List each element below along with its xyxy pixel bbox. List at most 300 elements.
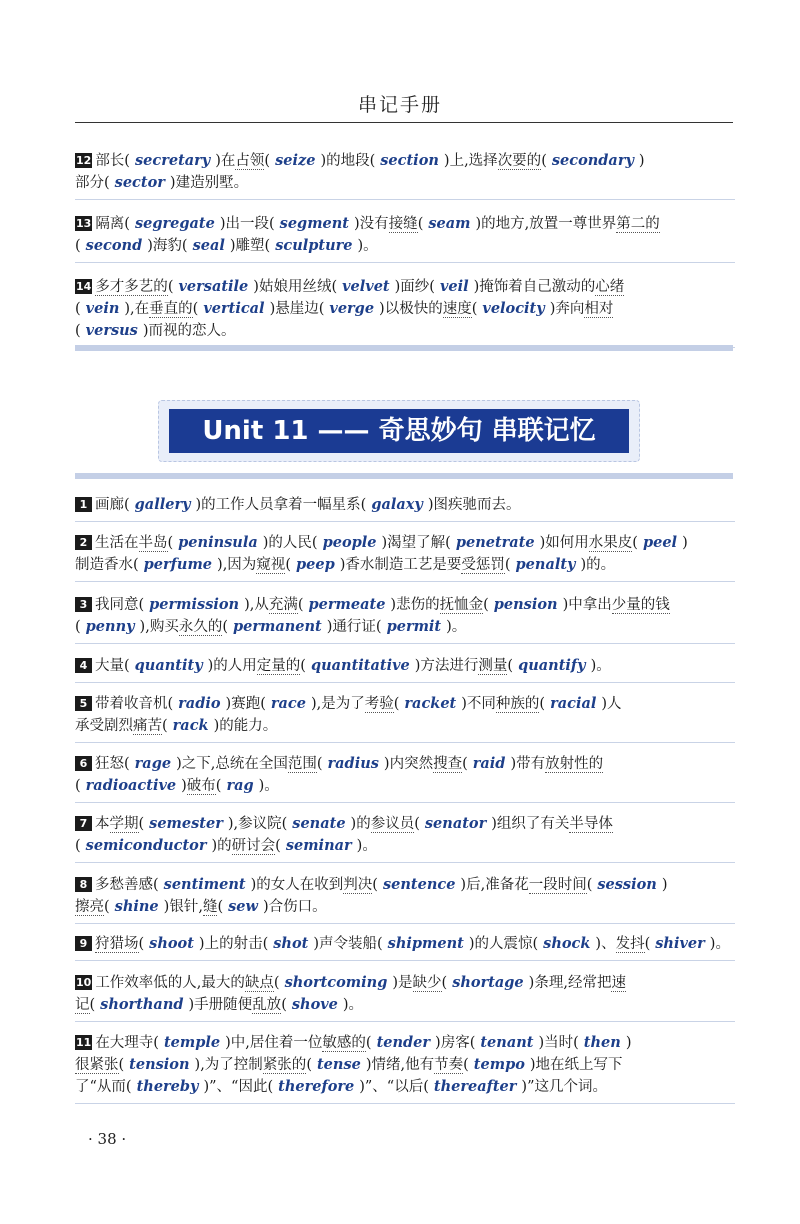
english-word: shorthand <box>100 996 184 1013</box>
keyword-text: 发抖 <box>615 936 645 952</box>
entry-number-badge: 9 <box>75 936 92 951</box>
english-word: veil <box>439 278 469 295</box>
english-word: versus <box>85 322 138 339</box>
chinese-text: ),从 <box>244 597 269 613</box>
keyword-text: 记 <box>75 997 90 1013</box>
chinese-text: 了“从而( <box>75 1079 132 1095</box>
english-word: segment <box>279 215 350 232</box>
english-word: tenant <box>480 1034 534 1051</box>
english-word: sew <box>228 898 258 915</box>
chinese-text: )悬崖边( <box>269 301 325 317</box>
chinese-text: ( <box>462 756 468 772</box>
english-word: session <box>597 876 657 893</box>
chinese-text: )渴望了解( <box>381 535 451 551</box>
chinese-text: )上,选择 <box>443 153 498 169</box>
keyword-text: 定量的 <box>256 658 301 674</box>
chinese-text: 工作效率低的人,最大的 <box>95 975 245 991</box>
english-word: perfume <box>143 556 213 573</box>
chinese-text: ( <box>632 535 638 551</box>
english-word: velvet <box>342 278 390 295</box>
english-word: permission <box>149 596 240 613</box>
english-word: velocity <box>482 300 545 317</box>
chinese-text: )通行证( <box>326 619 382 635</box>
entry-line <box>75 1076 735 1098</box>
keyword-text: 乱放 <box>252 997 282 1013</box>
chinese-text: ( <box>217 899 224 915</box>
keyword-text: 心绪 <box>595 279 625 295</box>
chinese-text: )而视的恋人。 <box>142 323 236 339</box>
chinese-text: )。 <box>342 997 364 1013</box>
entry-4 <box>75 655 735 677</box>
keyword-text: 参议员 <box>370 816 415 832</box>
english-word: shot <box>273 935 309 952</box>
chinese-text: )香水制造工艺是要 <box>339 557 462 573</box>
english-word: semiconductor <box>85 837 207 854</box>
chinese-text: )的人震惊( <box>468 936 539 952</box>
chinese-text: ( <box>273 975 280 991</box>
entry-line <box>75 1032 735 1054</box>
chinese-text: )是 <box>392 975 413 991</box>
entry-3 <box>75 594 735 638</box>
entry-number-badge: 12 <box>76 154 92 167</box>
english-word: peninsula <box>178 534 258 551</box>
english-word: senate <box>292 815 346 832</box>
entry-line <box>75 972 735 994</box>
entry-number-badge: 2 <box>75 535 92 550</box>
chinese-text: )地在纸上写下 <box>529 1057 623 1073</box>
english-word: galaxy <box>371 496 423 513</box>
chinese-text: ) <box>682 535 688 551</box>
chinese-text: ),购买 <box>139 619 179 635</box>
english-word: racial <box>550 695 597 712</box>
chinese-text: )声令装船( <box>313 936 383 952</box>
chinese-text: )。 <box>590 658 611 674</box>
chinese-text: ( <box>441 975 448 991</box>
english-word: penetrate <box>455 534 535 551</box>
chinese-text: ),是为了 <box>310 696 365 712</box>
chinese-text: )组织了有关 <box>491 816 570 832</box>
keyword-text: 次要的 <box>497 153 542 169</box>
keyword-text: 多才多艺的 <box>95 279 168 295</box>
entry-line <box>75 994 735 1016</box>
keyword-text: 接缝 <box>388 216 418 232</box>
keyword-text: 研讨会 <box>231 838 276 854</box>
keyword-text: 速 <box>611 975 626 991</box>
chinese-text: ( <box>215 778 222 794</box>
english-word: thereby <box>136 1078 199 1095</box>
english-word: secretary <box>134 152 211 169</box>
keyword-text: 充满 <box>268 597 298 613</box>
entry-7 <box>75 813 735 857</box>
entry-line <box>75 933 735 955</box>
chinese-text: ) <box>181 778 187 794</box>
english-word: therefore <box>278 1078 355 1095</box>
english-word: rage <box>134 755 172 772</box>
english-word: sculpture <box>275 237 353 254</box>
chinese-text: 在大理寺( <box>95 1035 159 1051</box>
entry-separator <box>75 262 735 263</box>
english-word: thereafter <box>433 1078 517 1095</box>
english-word: quantity <box>134 657 203 674</box>
english-word: racket <box>404 695 457 712</box>
entry-line <box>75 298 735 320</box>
english-word: tension <box>129 1056 190 1073</box>
chinese-text: ( <box>471 301 478 317</box>
chinese-text: ( <box>281 997 287 1013</box>
entry-separator <box>75 923 735 924</box>
entry-number-badge: 3 <box>75 597 92 612</box>
chinese-text: 承受剧烈 <box>75 718 133 734</box>
chinese-text: )的工作人员拿着一幅星系( <box>195 497 367 513</box>
chinese-text: )奔向 <box>549 301 585 317</box>
keyword-text: 永久的 <box>178 619 223 635</box>
chinese-text: )”、“以后( <box>359 1079 429 1095</box>
entry-line <box>75 532 735 554</box>
chinese-text: )条理,经常把 <box>528 975 612 991</box>
english-word: quantify <box>518 657 586 674</box>
entry-separator <box>75 521 735 522</box>
english-word: tense <box>316 1056 361 1073</box>
english-word: seal <box>192 237 225 254</box>
chinese-text: )的 <box>211 838 232 854</box>
english-word: radius <box>327 755 379 772</box>
chinese-text: )建造别墅。 <box>169 175 249 191</box>
chinese-text: )悲伤的 <box>390 597 440 613</box>
header-rule <box>75 122 733 123</box>
chinese-text: ( <box>192 301 199 317</box>
english-word: peep <box>295 556 335 573</box>
keyword-text: 少量的钱 <box>611 597 670 613</box>
entry-separator <box>75 199 735 200</box>
entry-line <box>75 835 735 857</box>
english-word: penny <box>85 618 135 635</box>
keyword-text: 受惩罚 <box>461 557 505 573</box>
chinese-text: )”这几个词。 <box>521 1079 607 1095</box>
english-word: permit <box>386 618 442 635</box>
entry-line <box>75 172 735 194</box>
entry-separator <box>75 862 735 863</box>
english-word: shiver <box>655 935 705 952</box>
entry-number-badge: 14 <box>76 280 92 293</box>
chinese-text: ( <box>285 557 291 573</box>
keyword-text: 范围 <box>287 756 317 772</box>
keyword-text: 狩猎场 <box>95 936 139 952</box>
english-word: radio <box>178 695 221 712</box>
chinese-text: 生活在 <box>95 535 139 551</box>
english-word: race <box>270 695 306 712</box>
english-word: segregate <box>134 215 215 232</box>
keyword-text: 占领 <box>235 153 265 169</box>
chinese-text: ),为了控制 <box>194 1057 263 1073</box>
chinese-text: )的 <box>350 816 371 832</box>
entry-separator <box>75 682 735 683</box>
entry-separator <box>75 581 735 582</box>
english-word: shipment <box>387 935 464 952</box>
chinese-text: ( <box>539 696 546 712</box>
keyword-text: 垂直的 <box>149 301 193 317</box>
chinese-text: )”、“因此( <box>203 1079 274 1095</box>
english-word: vein <box>85 300 120 317</box>
entry-number-badge: 11 <box>76 1036 92 1049</box>
english-word: permanent <box>233 618 322 635</box>
keyword-text: 缺点 <box>244 975 274 991</box>
chinese-text: ( <box>483 597 489 613</box>
entry-line <box>75 494 735 516</box>
entry-number-badge: 13 <box>76 217 92 230</box>
entry-12 <box>75 150 735 194</box>
chinese-text: ( <box>297 597 304 613</box>
entry-separator <box>75 960 735 961</box>
entry-number-badge: 10 <box>76 976 92 989</box>
english-word: shove <box>291 996 338 1013</box>
keyword-text: 紧张的 <box>262 1057 307 1073</box>
chinese-text: ( <box>504 557 511 573</box>
english-word: verge <box>329 300 375 317</box>
keyword-text: 一段时间 <box>528 877 587 893</box>
chinese-text: ( <box>138 936 145 952</box>
chinese-text: )面纱( <box>394 279 435 295</box>
chinese-text: )雕塑( <box>229 238 271 254</box>
chinese-text: ) <box>625 1035 632 1051</box>
chinese-text: ( <box>75 838 81 854</box>
chinese-text: 本 <box>95 816 110 832</box>
english-word: people <box>322 534 377 551</box>
english-word: shortcoming <box>284 974 388 991</box>
keyword-text: 测量 <box>478 658 508 674</box>
entry-separator <box>75 643 735 644</box>
keyword-text: 抚恤金 <box>439 597 484 613</box>
chinese-text: )带有 <box>510 756 546 772</box>
entry-number-badge: 5 <box>75 696 92 711</box>
english-word: temple <box>163 1034 221 1051</box>
english-word: secondary <box>551 152 634 169</box>
chinese-text: 大量( <box>95 658 130 674</box>
unit-banner <box>158 400 640 462</box>
entry-line <box>75 213 735 235</box>
chinese-text: )。 <box>258 778 279 794</box>
english-word: radioactive <box>85 777 177 794</box>
chinese-text: ( <box>118 1057 125 1073</box>
chinese-text: ( <box>316 756 323 772</box>
chinese-text: ( <box>75 778 81 794</box>
english-word: pension <box>493 596 558 613</box>
english-word: semester <box>149 815 223 832</box>
chinese-text: ( <box>365 1035 372 1051</box>
chinese-text: )的地方,放置一尊世界 <box>475 216 617 232</box>
keyword-text: 学期 <box>109 816 139 832</box>
chinese-text: ),在 <box>124 301 150 317</box>
chinese-text: )掩饰着自己激动的 <box>473 279 596 295</box>
keyword-text: 缝 <box>202 899 218 915</box>
chinese-text: ),因为 <box>217 557 257 573</box>
entry-line <box>75 655 735 677</box>
entry-1 <box>75 494 735 516</box>
chinese-text: 多愁善感( <box>95 877 159 893</box>
chinese-text: )房客( <box>435 1035 476 1051</box>
english-word: tempo <box>473 1056 525 1073</box>
chinese-text: )如何用 <box>539 535 589 551</box>
chinese-text: )出一段( <box>219 216 275 232</box>
entry-line <box>75 753 735 775</box>
chinese-text: ( <box>162 718 168 734</box>
chinese-text: )内突然 <box>383 756 434 772</box>
entry-13 <box>75 213 735 257</box>
english-word: seam <box>428 215 471 232</box>
chinese-text: 制造香水( <box>75 557 139 573</box>
chinese-text: ( <box>75 323 81 339</box>
chinese-text: 部分( <box>75 175 110 191</box>
entry-6 <box>75 753 735 797</box>
english-word: second <box>85 237 143 254</box>
entry-number-badge: 7 <box>75 816 92 831</box>
entry-2 <box>75 532 735 576</box>
chinese-text: )的地段( <box>320 153 376 169</box>
chinese-text: )人 <box>601 696 622 712</box>
english-word: vertical <box>203 300 265 317</box>
english-word: section <box>380 152 439 169</box>
chinese-text: )的女人在收到 <box>250 877 344 893</box>
chinese-text: )中,居住着一位 <box>225 1035 323 1051</box>
keyword-text: 放射性的 <box>545 756 604 772</box>
chinese-text: )姑娘用丝绒( <box>253 279 338 295</box>
chinese-text: )当时( <box>538 1035 579 1051</box>
chinese-text: )之下,总统在全国 <box>176 756 288 772</box>
unit-title: Unit 11 —— 奇思妙句 串联记忆 <box>169 409 629 453</box>
entry-5 <box>75 693 735 737</box>
english-word: seminar <box>285 837 352 854</box>
chinese-text: 带着收音机( <box>95 696 174 712</box>
keyword-text: 速度 <box>442 301 472 317</box>
keyword-text: 相对 <box>584 301 614 317</box>
chinese-text: )以极快的 <box>379 301 443 317</box>
chinese-text: )海豹( <box>147 238 188 254</box>
chinese-text: 我同意( <box>95 597 145 613</box>
chinese-text: )。 <box>709 936 730 952</box>
english-word: shine <box>114 898 159 915</box>
keyword-text: 缺少 <box>412 975 442 991</box>
chinese-text: ( <box>222 619 228 635</box>
english-word: quantitative <box>310 657 410 674</box>
entry-9 <box>75 933 735 955</box>
chinese-text: ( <box>275 838 281 854</box>
chinese-text: )的人民( <box>262 535 318 551</box>
entry-11 <box>75 1032 735 1098</box>
chinese-text: )在 <box>215 153 236 169</box>
chinese-text: )合伤口。 <box>262 899 327 915</box>
keyword-text: 第二的 <box>616 216 660 232</box>
chinese-text: 部长( <box>95 153 130 169</box>
entry-10 <box>75 972 735 1016</box>
keyword-text: 水果皮 <box>588 535 633 551</box>
keyword-text: 敏感的 <box>322 1035 366 1051</box>
chinese-text: )后,准备花 <box>460 877 529 893</box>
entry-line <box>75 715 735 737</box>
chinese-text: )上的射击( <box>198 936 269 952</box>
entry-separator <box>75 1103 735 1104</box>
entry-line <box>75 693 735 715</box>
chinese-text: ( <box>372 877 378 893</box>
english-word: tender <box>376 1034 431 1051</box>
keyword-text: 半岛 <box>138 535 168 551</box>
entry-separator <box>75 742 735 743</box>
chinese-text: 画廊( <box>95 497 130 513</box>
chinese-text: )。 <box>356 838 377 854</box>
entry-line <box>75 276 735 298</box>
chinese-text: ( <box>393 696 400 712</box>
chinese-text: ( <box>541 153 547 169</box>
english-word: then <box>583 1034 621 1051</box>
entry-8 <box>75 874 735 918</box>
english-word: sector <box>114 174 165 191</box>
chinese-text: )情绪,他有 <box>365 1057 435 1073</box>
chinese-text: ( <box>264 153 271 169</box>
page-number: · 38 · <box>88 1130 127 1148</box>
chinese-text: ( <box>89 997 96 1013</box>
chinese-text: )图疾驰而去。 <box>427 497 521 513</box>
chinese-text: 狂怒( <box>95 756 130 772</box>
chinese-text: ( <box>417 216 424 232</box>
chinese-text: ( <box>167 535 174 551</box>
chinese-text: ( <box>138 816 145 832</box>
chinese-text: )中拿出 <box>562 597 612 613</box>
chinese-text: )。 <box>446 619 467 635</box>
chinese-text: ( <box>306 1057 312 1073</box>
keyword-text: 擦亮 <box>75 899 104 915</box>
chinese-text: )赛跑( <box>225 696 266 712</box>
entry-14 <box>75 276 735 342</box>
entry-line <box>75 554 735 576</box>
chinese-text: ( <box>507 658 514 674</box>
chinese-text: )的能力。 <box>213 718 278 734</box>
entry-line <box>75 320 735 342</box>
keyword-text: 半导体 <box>569 816 613 832</box>
chinese-text: ),参议院( <box>227 816 288 832</box>
chinese-text: ( <box>300 658 306 674</box>
entry-number-badge: 4 <box>75 658 92 673</box>
english-word: gallery <box>134 496 191 513</box>
chinese-text: ( <box>414 816 420 832</box>
chinese-text: )银针, <box>163 899 203 915</box>
section-divider <box>75 345 733 351</box>
keyword-text: 窥视 <box>256 557 286 573</box>
entry-line <box>75 235 735 257</box>
unit-divider <box>75 473 733 479</box>
english-word: shortage <box>452 974 524 991</box>
chinese-text: )的人用 <box>207 658 257 674</box>
chinese-text: )不同 <box>461 696 496 712</box>
entry-number-badge: 1 <box>75 497 92 512</box>
chinese-text: ( <box>463 1057 469 1073</box>
running-header: 串记手册 <box>357 94 442 116</box>
english-word: shoot <box>149 935 194 952</box>
entry-separator <box>75 802 735 803</box>
chinese-text: ( <box>75 238 81 254</box>
chinese-text: )、 <box>595 936 616 952</box>
english-word: penalty <box>515 556 576 573</box>
chinese-text: ) <box>661 877 668 893</box>
chinese-text: )。 <box>357 238 378 254</box>
chinese-text: ( <box>75 619 81 635</box>
chinese-text: ( <box>644 936 651 952</box>
keyword-text: 很紧张 <box>75 1057 119 1073</box>
english-word: shock <box>543 935 591 952</box>
chinese-text: ( <box>75 301 81 317</box>
chinese-text: ( <box>167 279 174 295</box>
entry-separator <box>75 1021 735 1022</box>
chinese-text: )没有 <box>354 216 389 232</box>
keyword-text: 痛苦 <box>133 718 162 734</box>
keyword-text: 判决 <box>343 877 373 893</box>
